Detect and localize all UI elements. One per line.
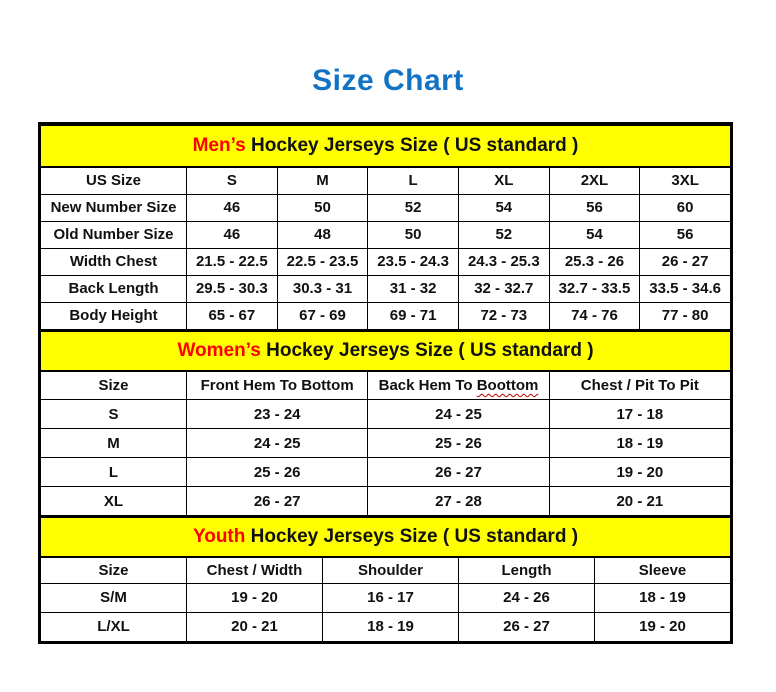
col-header: L <box>368 167 459 194</box>
size-cell: 24 - 26 <box>459 583 595 612</box>
col-header: 2XL <box>549 167 640 194</box>
mens-section-highlight: Men’s <box>192 135 246 156</box>
row-label: New Number Size <box>41 194 187 221</box>
table-row <box>41 275 731 302</box>
row-label: Old Number Size <box>41 221 187 248</box>
row-label: L <box>41 458 187 487</box>
womens-size-table <box>40 330 731 517</box>
row-label: Width Chest <box>41 248 187 275</box>
col-header: M <box>277 167 368 194</box>
size-cell: 46 <box>187 194 278 221</box>
size-cell: 72 - 73 <box>458 302 549 329</box>
col-header-back-hem <box>368 371 549 400</box>
size-cell: 52 <box>458 221 549 248</box>
size-cell: 27 - 28 <box>368 487 549 516</box>
youth-section-title-text: Hockey Jerseys Size ( US standard ) <box>250 526 579 547</box>
table-row <box>41 487 731 516</box>
col-header: Front Hem To Bottom <box>187 371 368 400</box>
col-header: Shoulder <box>323 557 459 583</box>
size-cell: 19 - 20 <box>595 612 731 641</box>
table-row <box>41 557 731 583</box>
col-header: Sleeve <box>595 557 731 583</box>
size-cell: 54 <box>458 194 549 221</box>
table-row <box>41 583 731 612</box>
col-header: US Size <box>41 167 187 194</box>
size-cell: 18 - 19 <box>323 612 459 641</box>
col-header-back-hem-prefix: Back Hem To <box>378 376 473 394</box>
size-cell: 52 <box>368 194 459 221</box>
size-cell: 77 - 80 <box>640 302 731 329</box>
size-cell: 26 - 27 <box>187 487 368 516</box>
youth-section-header <box>41 517 731 557</box>
youth-size-table <box>40 516 731 642</box>
table-row <box>41 400 731 429</box>
table-row <box>41 248 731 275</box>
size-cell: 21.5 - 22.5 <box>187 248 278 275</box>
mens-section-header <box>41 125 731 167</box>
womens-section-title-text: Hockey Jerseys Size ( US standard ) <box>266 339 594 361</box>
womens-section-highlight: Women’s <box>177 339 261 361</box>
col-header: Chest / Pit To Pit <box>549 371 730 400</box>
size-cell: 30.3 - 31 <box>277 275 368 302</box>
size-cell: 24.3 - 25.3 <box>458 248 549 275</box>
size-cell: 32 - 32.7 <box>458 275 549 302</box>
size-cell: 32.7 - 33.5 <box>549 275 640 302</box>
size-cell: 50 <box>277 194 368 221</box>
mens-size-table <box>40 124 731 330</box>
mens-section-title-text: Hockey Jerseys Size ( US standard ) <box>251 135 579 156</box>
size-cell: 25 - 26 <box>187 458 368 487</box>
size-cell: 26 - 27 <box>459 612 595 641</box>
youth-section-highlight: Youth <box>192 526 246 547</box>
col-header-back-hem-typo: Boottom <box>476 376 539 394</box>
size-cell: 65 - 67 <box>187 302 278 329</box>
col-header: Chest / Width <box>187 557 323 583</box>
size-cell: 25.3 - 26 <box>549 248 640 275</box>
row-label: XL <box>41 487 187 516</box>
row-label: L/XL <box>41 612 187 641</box>
table-row <box>41 331 731 371</box>
table-row <box>41 612 731 641</box>
size-cell: 46 <box>187 221 278 248</box>
col-header: 3XL <box>640 167 731 194</box>
size-cell: 17 - 18 <box>549 400 730 429</box>
table-row <box>41 458 731 487</box>
size-cell: 48 <box>277 221 368 248</box>
size-cell: 31 - 32 <box>368 275 459 302</box>
size-cell: 56 <box>549 194 640 221</box>
size-cell: 18 - 19 <box>595 583 731 612</box>
size-cell: 67 - 69 <box>277 302 368 329</box>
row-label: Body Height <box>41 302 187 329</box>
size-cell: 56 <box>640 221 731 248</box>
size-cell: 24 - 25 <box>187 429 368 458</box>
size-cell: 16 - 17 <box>323 583 459 612</box>
row-label: S <box>41 400 187 429</box>
page-title: Size Chart <box>312 64 464 97</box>
size-cell: 69 - 71 <box>368 302 459 329</box>
col-header: Size <box>41 557 187 583</box>
col-header: Size <box>41 371 187 400</box>
size-cell: 22.5 - 23.5 <box>277 248 368 275</box>
size-cell: 74 - 76 <box>549 302 640 329</box>
size-cell: 60 <box>640 194 731 221</box>
size-cell: 18 - 19 <box>549 429 730 458</box>
size-cell: 33.5 - 34.6 <box>640 275 731 302</box>
size-cell: 25 - 26 <box>368 429 549 458</box>
size-cell: 26 - 27 <box>640 248 731 275</box>
col-header: XL <box>458 167 549 194</box>
table-row <box>41 125 731 167</box>
table-row <box>41 302 731 329</box>
col-header: S <box>187 167 278 194</box>
size-cell: 20 - 21 <box>187 612 323 641</box>
table-row <box>41 167 731 194</box>
size-cell: 23.5 - 24.3 <box>368 248 459 275</box>
col-header: Length <box>459 557 595 583</box>
row-label: M <box>41 429 187 458</box>
table-row <box>41 221 731 248</box>
table-row <box>41 429 731 458</box>
size-cell: 24 - 25 <box>368 400 549 429</box>
size-cell: 50 <box>368 221 459 248</box>
size-cell: 19 - 20 <box>549 458 730 487</box>
size-cell: 20 - 21 <box>549 487 730 516</box>
size-cell: 29.5 - 30.3 <box>187 275 278 302</box>
size-cell: 54 <box>549 221 640 248</box>
size-cell: 23 - 24 <box>187 400 368 429</box>
table-row <box>41 371 731 400</box>
table-row <box>41 194 731 221</box>
size-chart-table <box>38 122 733 644</box>
size-cell: 19 - 20 <box>187 583 323 612</box>
size-cell: 26 - 27 <box>368 458 549 487</box>
row-label: S/M <box>41 583 187 612</box>
table-row <box>41 517 731 557</box>
row-label: Back Length <box>41 275 187 302</box>
womens-section-header <box>41 331 731 371</box>
